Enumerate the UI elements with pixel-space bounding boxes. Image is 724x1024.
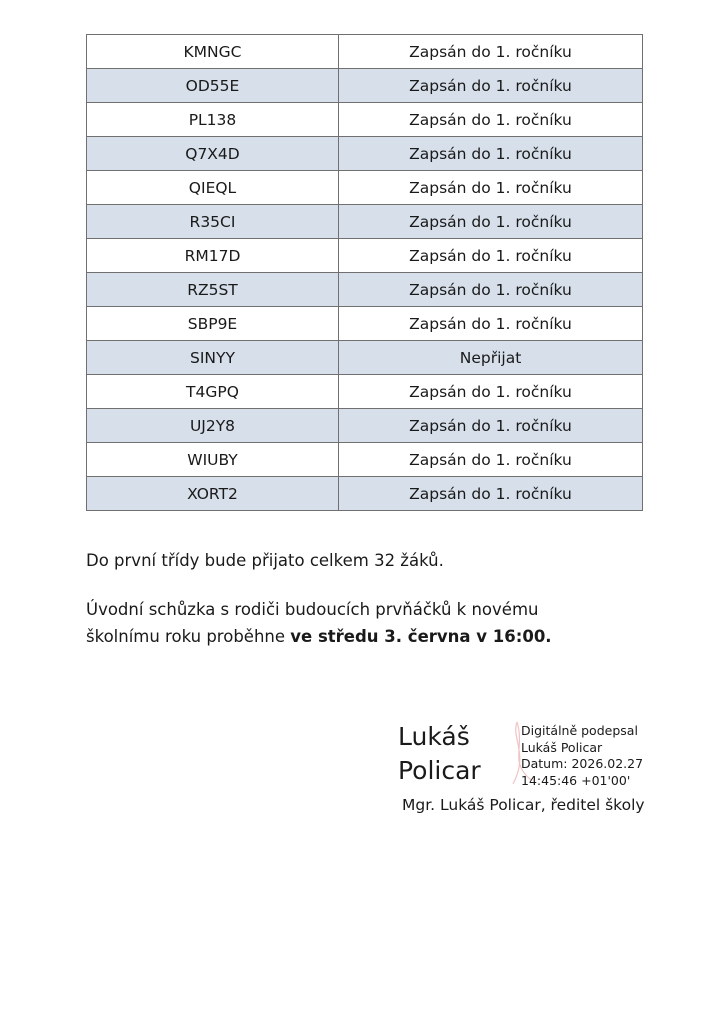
applicant-code: RZ5ST <box>87 273 339 307</box>
applicant-code: WIUBY <box>87 443 339 477</box>
admission-status: Zapsán do 1. ročníku <box>339 171 643 205</box>
signature-info-line: Datum: 2026.02.27 <box>521 756 644 771</box>
applicant-code: RM17D <box>87 239 339 273</box>
admission-status: Zapsán do 1. ročníku <box>339 273 643 307</box>
meeting-text-line1: Úvodní schůzka s rodiči budoucích prvňáčků k novému <box>86 600 539 619</box>
applicant-code: T4GPQ <box>87 375 339 409</box>
table-row <box>87 103 643 137</box>
admission-status: Zapsán do 1. ročníku <box>339 205 643 239</box>
applicant-code: KMNGC <box>87 35 339 69</box>
applicant-code: SBP9E <box>87 307 339 341</box>
signatory-title: Mgr. Lukáš Policar, ředitel školy <box>402 796 645 814</box>
table-row <box>87 171 643 205</box>
admission-status: Zapsán do 1. ročníku <box>339 307 643 341</box>
signature-name-first: Lukáš <box>398 722 470 751</box>
applicant-code: UJ2Y8 <box>87 409 339 443</box>
applicant-code: SINYY <box>87 341 339 375</box>
admission-status: Zapsán do 1. ročníku <box>339 35 643 69</box>
table-row <box>87 239 643 273</box>
signature-info-line: 14:45:46 +01'00' <box>521 772 631 788</box>
admission-status: Zapsán do 1. ročníku <box>339 409 643 443</box>
applicant-code: OD55E <box>87 69 339 103</box>
signature-info-line: Digitálně podepsal <box>521 723 638 738</box>
admission-status: Zapsán do 1. ročníku <box>339 239 643 273</box>
admission-results-table <box>86 34 643 511</box>
applicant-code: R35CI <box>87 205 339 239</box>
signature-info-line: Lukáš Policar <box>521 739 603 755</box>
table-row <box>87 137 643 171</box>
table-row <box>87 69 643 103</box>
applicant-code: PL138 <box>87 103 339 137</box>
meeting-text-line2 <box>86 625 552 649</box>
admission-status: Zapsán do 1. ročníku <box>339 103 643 137</box>
table-row <box>87 341 643 375</box>
signature-name-last: Policar <box>398 756 481 785</box>
table-row <box>87 273 643 307</box>
meeting-text-prefix: školnímu roku proběhne <box>86 627 291 646</box>
table-row <box>87 375 643 409</box>
admitted-total-text: Do první třídy bude přijato celkem 32 žáků. <box>86 551 444 570</box>
applicant-code: QIEQL <box>87 171 339 205</box>
applicant-code: Q7X4D <box>87 137 339 171</box>
applicant-code: XORT2 <box>87 477 339 511</box>
admission-status: Zapsán do 1. ročníku <box>339 69 643 103</box>
table-row <box>87 477 643 511</box>
table-row <box>87 35 643 69</box>
admission-status: Zapsán do 1. ročníku <box>339 375 643 409</box>
meeting-date-time: ve středu 3. června v 16:00. <box>290 627 552 646</box>
table-row <box>87 409 643 443</box>
table-row <box>87 443 643 477</box>
digital-signature-info <box>521 723 643 789</box>
table-row <box>87 205 643 239</box>
admission-status: Zapsán do 1. ročníku <box>339 443 643 477</box>
admission-status: Zapsán do 1. ročníku <box>339 477 643 511</box>
admission-status: Zapsán do 1. ročníku <box>339 137 643 171</box>
admission-status: Nepřijat <box>339 341 643 375</box>
table-row <box>87 307 643 341</box>
